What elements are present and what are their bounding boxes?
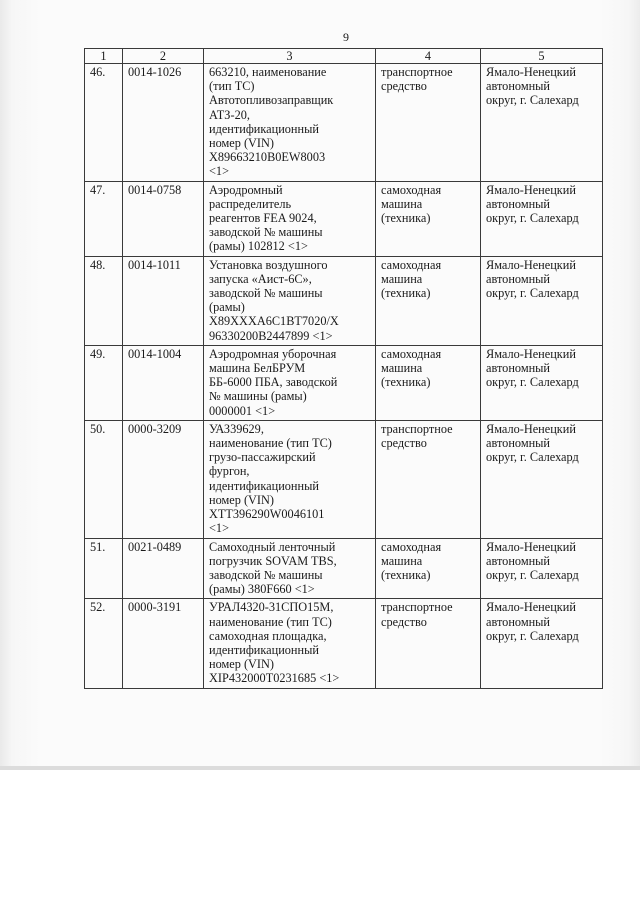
- column-header: 3: [204, 49, 376, 64]
- table-row: [85, 64, 603, 182]
- vehicle-location-cell: [481, 64, 603, 182]
- row-number-cell: [85, 64, 123, 182]
- vehicle-location: Ямало-Ненецкий автономный округ, г. Салехард: [486, 421, 579, 465]
- inventory-code: 0014-0758: [128, 182, 182, 197]
- column-header: 2: [123, 49, 204, 64]
- table-row: [85, 599, 603, 688]
- vehicle-type-cell: [376, 345, 481, 420]
- vehicle-type: самоходная машина (техника): [381, 257, 442, 301]
- vehicle-type: транспортное средство: [381, 600, 453, 629]
- vehicle-type: самоходная машина (техника): [381, 539, 442, 582]
- vehicle-location: Ямало-Ненецкий автономный округ, г. Салехард: [486, 182, 579, 226]
- inventory-code: 0000-3191: [128, 600, 182, 615]
- inventory-code: 0014-1011: [128, 257, 181, 272]
- vehicle-type-cell: [376, 256, 481, 345]
- table-row: [85, 256, 603, 345]
- vehicle-description-cell: [204, 256, 376, 345]
- row-number: 50.: [90, 421, 106, 436]
- table-body: [85, 64, 603, 689]
- page-number: 9: [343, 30, 349, 44]
- vehicle-description: Аэродромный распределитель реагентов FEA 9024, заводской № машины (рамы) 102812 <1>: [209, 182, 323, 254]
- vehicle-table: [84, 48, 603, 689]
- row-number: 47.: [90, 182, 106, 197]
- vehicle-description: УРАЛ4320-31СПО15М, наименование (тип ТС) самоходная площадка, идентификационный номер (VIN) XIP432000T0231685 <1>: [209, 600, 340, 686]
- row-number-cell: [85, 538, 123, 599]
- row-number: 52.: [90, 600, 106, 615]
- table-header-row: [85, 49, 603, 64]
- vehicle-description: УАЗ39629, наименование (тип ТС) грузо-пассажирский фургон, идентификационный номер (VIN) XTT396290W0046101 <1>: [209, 421, 332, 536]
- inventory-code-cell: [123, 345, 204, 420]
- vehicle-description-cell: [204, 64, 376, 182]
- row-number-cell: [85, 181, 123, 256]
- inventory-code: 0000-3209: [128, 421, 182, 436]
- inventory-code-cell: [123, 181, 204, 256]
- inventory-code: 0021-0489: [128, 539, 182, 554]
- vehicle-location: Ямало-Ненецкий автономный округ, г. Салехард: [486, 539, 579, 582]
- vehicle-location-cell: [481, 256, 603, 345]
- vehicle-type: самоходная машина (техника): [381, 346, 442, 390]
- vehicle-type-cell: [376, 538, 481, 599]
- vehicle-type-cell: [376, 181, 481, 256]
- vehicle-location-cell: [481, 538, 603, 599]
- vehicle-location: Ямало-Ненецкий автономный округ, г. Салехард: [486, 257, 579, 301]
- vehicle-description: Самоходный ленточный погрузчик SOVAM TBS, заводской № машины (рамы) 380F660 <1>: [209, 539, 337, 597]
- row-number: 51.: [90, 539, 106, 554]
- vehicle-location-cell: [481, 599, 603, 688]
- vehicle-type-cell: [376, 64, 481, 182]
- vehicle-type: транспортное средство: [381, 65, 453, 94]
- vehicle-type-cell: [376, 420, 481, 538]
- column-header: 1: [85, 49, 123, 64]
- inventory-code-cell: [123, 256, 204, 345]
- vehicle-location-cell: [481, 420, 603, 538]
- column-header: 5: [481, 49, 603, 64]
- vehicle-description: Установка воздушного запуска «Аист-6С», заводской № машины (рамы) X89XXXA6C1BT7020/X 96330200B2447899 <1>: [209, 257, 339, 343]
- table-row: [85, 181, 603, 256]
- row-number-cell: [85, 345, 123, 420]
- row-number: 48.: [90, 257, 106, 272]
- vehicle-description-cell: [204, 599, 376, 688]
- vehicle-location-cell: [481, 181, 603, 256]
- vehicle-description-cell: [204, 420, 376, 538]
- inventory-code-cell: [123, 420, 204, 538]
- inventory-code-cell: [123, 64, 204, 182]
- table-row: [85, 538, 603, 599]
- inventory-code-cell: [123, 538, 204, 599]
- vehicle-location: Ямало-Ненецкий автономный округ, г. Салехард: [486, 65, 579, 108]
- inventory-code: 0014-1004: [128, 346, 182, 361]
- vehicle-description-cell: [204, 345, 376, 420]
- column-header: 4: [376, 49, 481, 64]
- row-number-cell: [85, 599, 123, 688]
- row-number: 49.: [90, 346, 106, 361]
- vehicle-location: Ямало-Ненецкий автономный округ, г. Салехард: [486, 346, 579, 390]
- vehicle-type: самоходная машина (техника): [381, 182, 442, 226]
- row-number-cell: [85, 420, 123, 538]
- vehicle-description-cell: [204, 538, 376, 599]
- table-row: [85, 420, 603, 538]
- row-number: 46.: [90, 65, 106, 79]
- vehicle-location: Ямало-Ненецкий автономный округ, г. Салехард: [486, 600, 579, 643]
- inventory-code-cell: [123, 599, 204, 688]
- inventory-code: 0014-1026: [128, 65, 182, 79]
- vehicle-location-cell: [481, 345, 603, 420]
- vehicle-type-cell: [376, 599, 481, 688]
- vehicle-description-cell: [204, 181, 376, 256]
- vehicle-type: транспортное средство: [381, 421, 453, 451]
- table-row: [85, 345, 603, 420]
- row-number-cell: [85, 256, 123, 345]
- vehicle-description: 663210, наименование (тип ТС) Автотопливозаправщик АТЗ-20, идентификационный номер (VIN) X89663210B0EW8003 <1>: [209, 65, 334, 179]
- vehicle-description: Аэродромная уборочная машина БелБРУМ ББ-6000 ПБА, заводской № машины (рамы) 0000001 <1>: [209, 346, 338, 418]
